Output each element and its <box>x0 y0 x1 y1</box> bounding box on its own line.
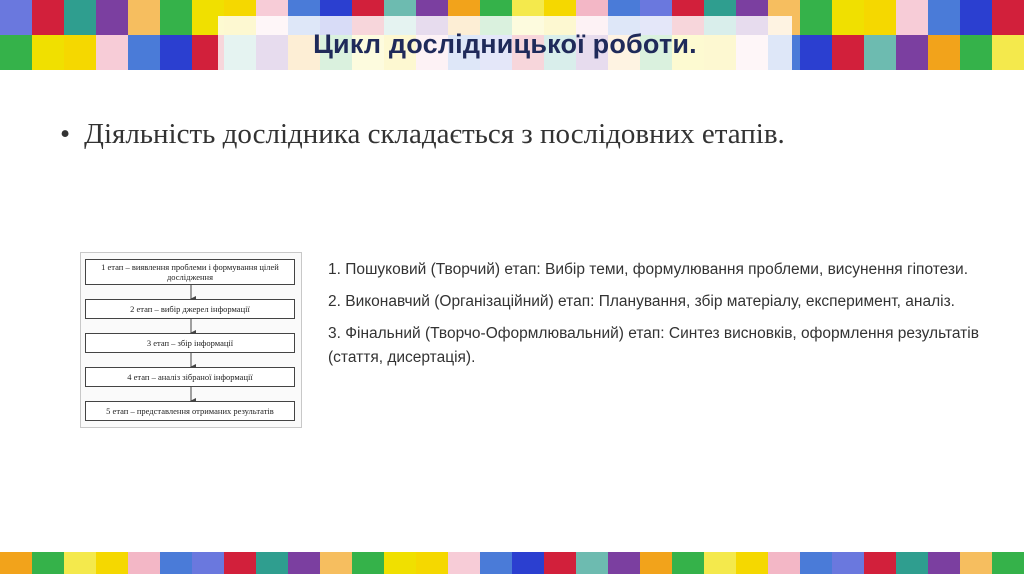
band-tile <box>864 552 896 574</box>
band-tile <box>288 552 320 574</box>
band-tile <box>960 0 992 35</box>
lead-line <box>60 118 785 151</box>
band-tile <box>896 35 928 70</box>
band-tile <box>864 0 896 35</box>
band-tile <box>160 0 192 35</box>
stage-item-1: 1. Пошуковий (Творчий) етап: Вибір теми, формулювання проблеми, висунення гіпотези. <box>328 261 969 278</box>
band-tile <box>544 552 576 574</box>
bottom-color-band <box>0 552 1024 574</box>
band-tile <box>0 0 32 35</box>
band-tile <box>64 35 96 70</box>
band-tile <box>832 35 864 70</box>
band-tile <box>64 552 96 574</box>
title-box <box>218 16 792 72</box>
band-tile <box>384 552 416 574</box>
band-tile <box>32 0 64 35</box>
band-tile <box>768 552 800 574</box>
band-tile <box>928 552 960 574</box>
band-tile <box>256 552 288 574</box>
band-tile <box>96 0 128 35</box>
band-tile <box>800 0 832 35</box>
band-tile <box>896 0 928 35</box>
stage-item-2: 2. Виконавчий (Організаційний) етап: Планування, збір матеріалу, експеримент, аналіз. <box>328 293 955 310</box>
flow-step-4: 4 етап – аналіз зібраної інформації <box>85 367 295 387</box>
bottom-band-row <box>0 552 1024 574</box>
stage-item-3: 3. Фінальний (Творчо-Оформлювальний) етап: Синтез висновків, оформлення результатів (стаття, дисертація). <box>328 325 979 366</box>
band-tile <box>352 552 384 574</box>
band-tile <box>32 552 64 574</box>
band-tile <box>832 0 864 35</box>
flow-step-2: 2 етап – вибір джерел інформації <box>85 299 295 319</box>
stages-list <box>328 258 988 378</box>
band-tile <box>928 0 960 35</box>
band-tile <box>128 0 160 35</box>
lead-text: Діяльність дослідника складається з послідовних етапів. <box>84 118 785 150</box>
band-tile <box>128 552 160 574</box>
band-tile <box>896 552 928 574</box>
band-tile <box>992 0 1024 35</box>
band-tile <box>640 552 672 574</box>
band-tile <box>0 552 32 574</box>
band-tile <box>32 35 64 70</box>
band-tile <box>192 552 224 574</box>
flow-step-5: 5 етап – представлення отриманих результатів <box>85 401 295 421</box>
band-tile <box>928 35 960 70</box>
band-tile <box>320 552 352 574</box>
band-tile <box>0 35 32 70</box>
band-tile <box>96 552 128 574</box>
band-tile <box>448 552 480 574</box>
band-tile <box>512 552 544 574</box>
slide-title: Цикл дослідницької роботи. <box>313 28 697 59</box>
bullet-icon: • <box>60 118 71 150</box>
band-tile <box>864 35 896 70</box>
band-tile <box>832 552 864 574</box>
band-tile <box>960 35 992 70</box>
band-tile <box>224 552 256 574</box>
flowchart-image <box>80 252 302 428</box>
band-tile <box>160 552 192 574</box>
band-tile <box>576 552 608 574</box>
band-tile <box>736 552 768 574</box>
flow-step-3: 3 етап – збір інформації <box>85 333 295 353</box>
band-tile <box>992 35 1024 70</box>
band-tile <box>960 552 992 574</box>
flow-step-1: 1 етап – виявлення проблеми і формування цілей дослідження <box>85 259 295 285</box>
band-tile <box>800 552 832 574</box>
band-tile <box>64 0 96 35</box>
band-tile <box>128 35 160 70</box>
band-tile <box>160 35 192 70</box>
band-tile <box>704 552 736 574</box>
band-tile <box>480 552 512 574</box>
band-tile <box>672 552 704 574</box>
band-tile <box>992 552 1024 574</box>
band-tile <box>800 35 832 70</box>
band-tile <box>608 552 640 574</box>
band-tile <box>96 35 128 70</box>
band-tile <box>416 552 448 574</box>
